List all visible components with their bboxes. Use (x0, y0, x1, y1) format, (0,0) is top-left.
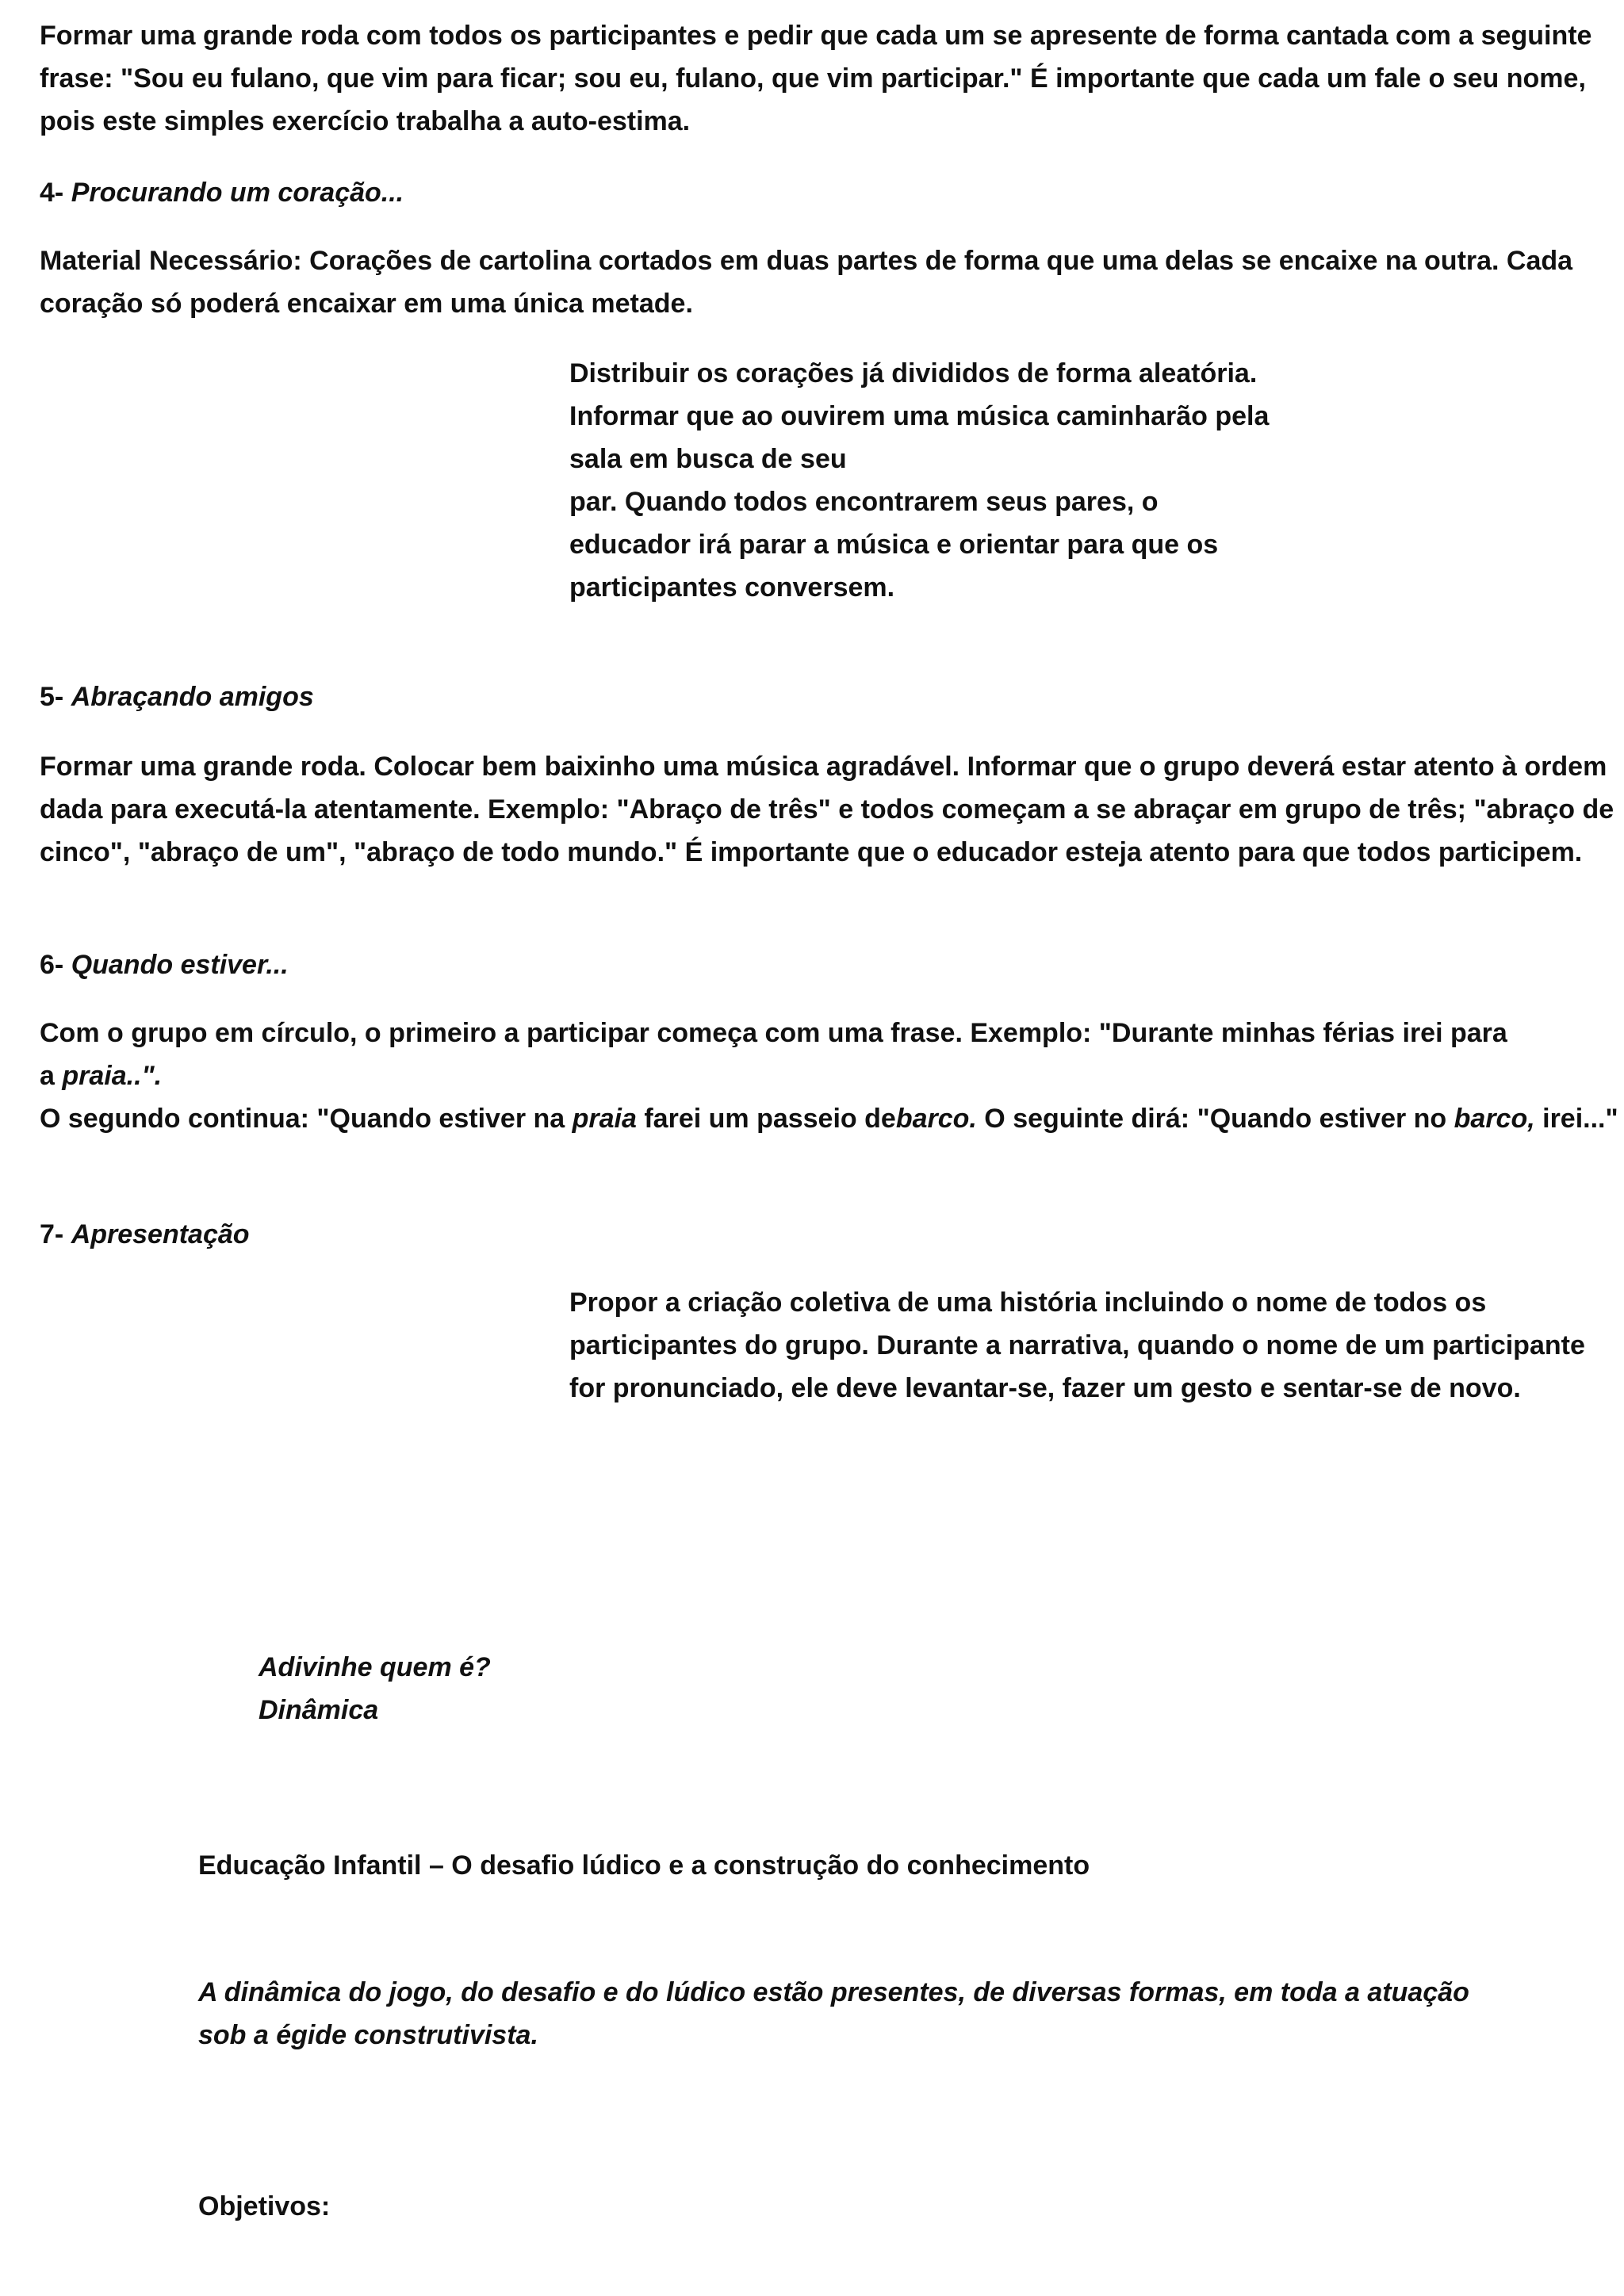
italic-word: praia..". (62, 1061, 163, 1091)
italic-word: barco, (1454, 1104, 1535, 1134)
paragraph-line: participantes do grupo. Durante a narrativa, quando o nome de um participante (569, 1330, 1585, 1360)
instruction-line: par. Quando todos encontrarem seus pares, o (569, 487, 1159, 517)
text-fragment: O seguinte dirá: "Quando estiver no (976, 1104, 1454, 1134)
section-number: 4- (40, 178, 71, 208)
paragraph-line: dada para executá-la atentamente. Exemplo: "Abraço de três" e todos começam a se abraçar em grupo de três; "abraço de (40, 794, 1614, 825)
objectives-label (198, 2185, 330, 2228)
paragraph-line: Com o grupo em círculo, o primeiro a participar começa com uma frase. Exemplo: "Durante minhas férias irei para (40, 1018, 1507, 1048)
intro-line: Formar uma grande roda com todos os participantes e pedir que cada um se apresente de forma cantada com a seguinte (40, 21, 1592, 51)
paragraph-line (40, 1054, 1586, 1097)
section-4-instructions (569, 352, 1592, 609)
paragraph-line (40, 1097, 1618, 1140)
material-line: coração só poderá encaixar em uma única metade. (40, 289, 693, 319)
quote-line: sob a égide construtivista. (198, 2020, 538, 2050)
text-fragment: O segundo continua: "Quando estiver na (40, 1104, 573, 1134)
intro-paragraph (40, 14, 1592, 143)
material-line: Material Necessário: Corações de cartolina cortados em duas partes de forma que uma delas se encaixe na outra. Cada (40, 246, 1573, 276)
instruction-line: Informar que ao ouvirem uma música caminharão pela (569, 401, 1270, 431)
text-fragment: a (40, 1061, 63, 1091)
section-title: Procurando um coração... (71, 178, 404, 208)
paragraph-line: Propor a criação coletiva de uma história incluindo o nome de todos os (569, 1288, 1487, 1318)
instruction-line: educador irá parar a música e orientar para que os (569, 530, 1219, 560)
instruction-line: Distribuir os corações já divididos de forma aleatória. (569, 358, 1258, 388)
intro-line: pois este simples exercício trabalha a auto-estima. (40, 106, 691, 136)
section-title: Apresentação (71, 1219, 250, 1249)
education-quote (198, 1971, 1469, 2057)
instruction-line: sala em busca de seu (569, 444, 847, 474)
instruction-line: participantes conversem. (569, 572, 895, 603)
italic-word: barco. (895, 1104, 977, 1134)
section-7-heading (40, 1213, 250, 1256)
section-number: 6- (40, 950, 71, 980)
paragraph-line: for pronunciado, ele deve levantar-se, fazer um gesto e sentar-se de novo. (569, 1373, 1521, 1403)
section-number: 7- (40, 1219, 71, 1249)
objectives-label-text: Objetivos: (198, 2191, 331, 2221)
section-4-heading (40, 171, 404, 214)
section-6-paragraph (40, 1012, 1618, 1140)
quote-line: A dinâmica do jogo, do desafio e do lúdico estão presentes, de diversas formas, em toda a atuação (198, 1977, 1469, 2007)
section-5-heading (40, 675, 314, 718)
text-fragment: irei..." (1534, 1104, 1618, 1134)
education-title-text: Educação Infantil – O desafio lúdico e a construção do conhecimento (198, 1850, 1090, 1881)
section-title: Abraçando amigos (71, 682, 314, 712)
paragraph-line: Formar uma grande roda. Colocar bem baixinho uma música agradável. Informar que o grupo deverá estar atento à ordem (40, 752, 1607, 782)
section-title: Quando estiver... (71, 950, 289, 980)
section-4-material (40, 239, 1586, 325)
game-block (259, 1646, 491, 1732)
game-title: Adivinhe quem é? (259, 1652, 491, 1682)
game-subtitle: Dinâmica (259, 1695, 379, 1725)
paragraph-line: cinco", "abraço de um", "abraço de todo mundo." É importante que o educador esteja atento para que todos participem. (40, 837, 1583, 867)
section-7-paragraph (569, 1281, 1592, 1410)
section-number: 5- (40, 682, 71, 712)
intro-line: frase: "Sou eu fulano, que vim para ficar; sou eu, fulano, que vim participar." É importante que cada um fale o seu nome, (40, 63, 1586, 94)
section-6-heading (40, 943, 289, 986)
section-5-paragraph (40, 745, 1614, 874)
italic-word: praia (572, 1104, 637, 1134)
text-fragment: farei um passeio de (636, 1104, 896, 1134)
education-title (198, 1844, 1090, 1887)
